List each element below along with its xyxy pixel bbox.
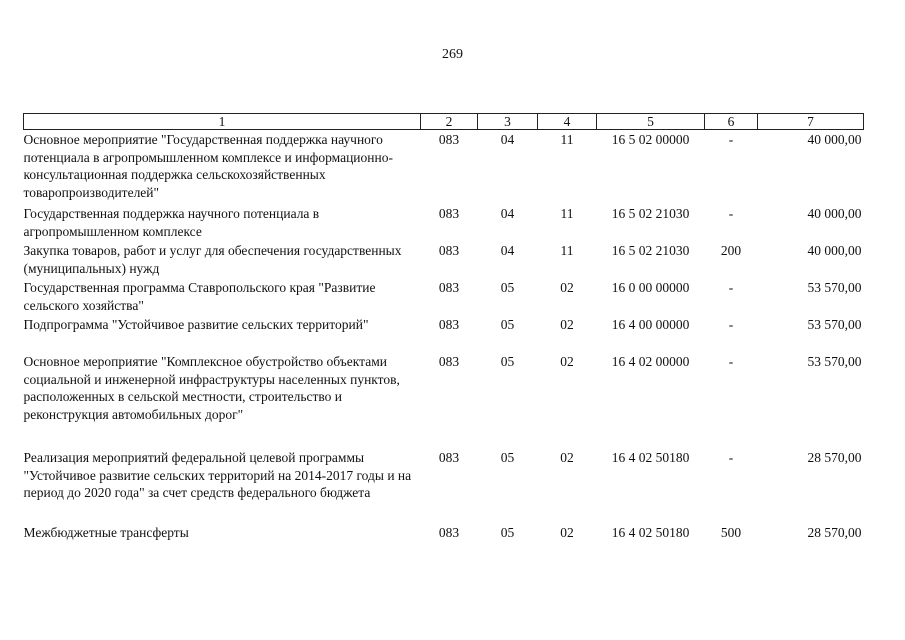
row-subsection-code: 11	[560, 243, 574, 258]
row-target-article: 16 0 00 00000	[611, 280, 690, 295]
row-ministry-code: 083	[438, 450, 460, 465]
row-section-code: 05	[500, 450, 515, 465]
table-row	[24, 353, 864, 449]
row-ministry-code: 083	[438, 317, 460, 332]
row-description: Межбюджетные трансферты	[23, 525, 189, 540]
table-row	[24, 242, 864, 279]
row-amount: 40 000,00	[807, 206, 862, 221]
row-description: Основное мероприятие "Государственная поддержка научного потенциала в агропромышленном комплексе и информационно-консультационная поддержка сельскохозяйственных товаропроизводителей"	[23, 132, 393, 200]
row-target-article: 16 4 02 00000	[611, 354, 690, 369]
row-amount: 28 570,00	[807, 525, 862, 540]
table-row	[24, 316, 864, 353]
row-amount: 53 570,00	[807, 280, 862, 295]
column-header: 1	[24, 114, 421, 130]
row-target-article: 16 4 02 50180	[611, 525, 690, 540]
row-description: Подпрограмма "Устойчивое развитие сельских территорий"	[23, 317, 369, 332]
row-subsection-code: 02	[560, 450, 574, 465]
row-expense-type: -	[728, 450, 734, 465]
row-amount: 28 570,00	[807, 450, 862, 465]
row-amount: 40 000,00	[807, 132, 862, 147]
row-amount: 40 000,00	[807, 243, 862, 258]
row-ministry-code: 083	[438, 132, 460, 147]
budget-table	[23, 113, 864, 544]
table-row	[24, 130, 864, 206]
row-section-code: 05	[500, 525, 515, 540]
row-ministry-code: 083	[438, 525, 460, 540]
column-header: 4	[538, 114, 597, 130]
column-header: 3	[478, 114, 538, 130]
row-ministry-code: 083	[438, 280, 460, 295]
row-expense-type: 500	[720, 525, 742, 540]
row-section-code: 04	[500, 132, 515, 147]
row-section-code: 05	[500, 354, 515, 369]
column-header: 6	[705, 114, 758, 130]
row-subsection-code: 11	[560, 206, 574, 221]
row-section-code: 04	[500, 206, 515, 221]
row-target-article: 16 4 02 50180	[611, 450, 690, 465]
page-number: 269	[442, 47, 463, 62]
row-ministry-code: 083	[438, 354, 460, 369]
row-description: Основное мероприятие "Комплексное обустройство объектами социальной и инженерной инфраструктуры населенных пунктов, расположенных в сельской местности, строительство и реконструкция автомобильных дорог"	[23, 354, 400, 422]
row-subsection-code: 02	[560, 354, 574, 369]
table-header-row	[24, 114, 864, 130]
row-section-code: 05	[500, 317, 515, 332]
row-expense-type: -	[728, 317, 734, 332]
row-section-code: 05	[500, 280, 515, 295]
column-header: 2	[421, 114, 478, 130]
row-description: Реализация мероприятий федеральной целевой программы "Устойчивое развитие сельских территорий на 2014-2017 годы и на период до 2020 года" за счет средств федерального бюджета	[23, 450, 412, 500]
row-expense-type: -	[728, 280, 734, 295]
row-subsection-code: 02	[560, 317, 574, 332]
row-description: Государственная поддержка научного потенциала в агропромышленном комплексе	[23, 206, 320, 239]
table-row	[24, 449, 864, 524]
table-row	[24, 279, 864, 316]
row-target-article: 16 5 02 21030	[611, 243, 690, 258]
row-amount: 53 570,00	[807, 354, 862, 369]
row-subsection-code: 11	[560, 132, 574, 147]
table-row	[24, 524, 864, 544]
column-header: 5	[597, 114, 705, 130]
row-expense-type: -	[728, 132, 734, 147]
table-row	[24, 205, 864, 242]
row-subsection-code: 02	[560, 280, 574, 295]
row-subsection-code: 02	[560, 525, 574, 540]
row-description: Государственная программа Ставропольского края "Развитие сельского хозяйства"	[23, 280, 376, 313]
row-section-code: 04	[500, 243, 515, 258]
row-target-article: 16 5 02 00000	[611, 132, 690, 147]
row-ministry-code: 083	[438, 206, 460, 221]
row-expense-type: -	[728, 354, 734, 369]
row-amount: 53 570,00	[807, 317, 862, 332]
row-target-article: 16 4 00 00000	[611, 317, 690, 332]
row-expense-type: -	[728, 206, 734, 221]
row-description: Закупка товаров, работ и услуг для обеспечения государственных (муниципальных) нужд	[23, 243, 402, 276]
row-target-article: 16 5 02 21030	[611, 206, 690, 221]
row-ministry-code: 083	[438, 243, 460, 258]
column-header: 7	[758, 114, 864, 130]
row-expense-type: 200	[720, 243, 742, 258]
